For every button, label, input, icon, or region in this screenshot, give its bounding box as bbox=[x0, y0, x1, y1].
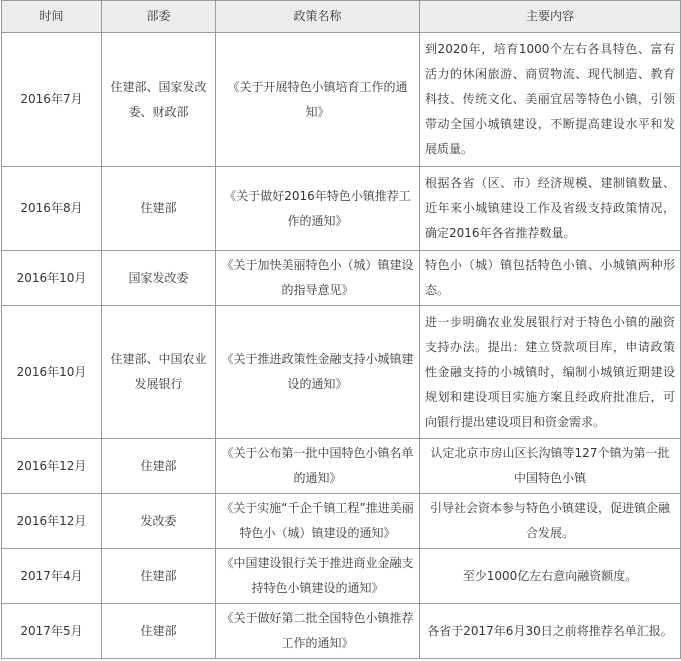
cell-main-content: 认定北京市房山区长沟镇等127个镇为第一批中国特色小镇 bbox=[420, 439, 681, 494]
cell-department: 住建部 bbox=[102, 167, 216, 251]
cell-department: 住建部 bbox=[102, 439, 216, 494]
cell-department: 发改委 bbox=[102, 494, 216, 549]
cell-policy-name: 《关于做好第二批全国特色小镇推荐工作的通知》 bbox=[216, 604, 420, 659]
header-main-content: 主要内容 bbox=[420, 1, 681, 33]
header-department: 部委 bbox=[102, 1, 216, 33]
cell-policy-name: 《关于实施“千企千镇工程”推进美丽特色小（城）镇建设的通知》 bbox=[216, 494, 420, 549]
cell-time: 2017年4月 bbox=[2, 549, 102, 604]
cell-department: 住建部 bbox=[102, 549, 216, 604]
cell-main-content: 各省于2017年6月30日之前将推荐名单汇报。 bbox=[420, 604, 681, 659]
table-row bbox=[2, 306, 681, 439]
table-row bbox=[2, 33, 681, 167]
cell-time: 2016年10月 bbox=[2, 251, 102, 306]
cell-time: 2016年12月 bbox=[2, 439, 102, 494]
cell-policy-name: 《关于公布第一批中国特色小镇名单的通知》 bbox=[216, 439, 420, 494]
cell-policy-name: 《关于推进政策性金融支持小城镇建设的通知》 bbox=[216, 306, 420, 439]
cell-department: 住建部、中国农业发展银行 bbox=[102, 306, 216, 439]
table-row bbox=[2, 251, 681, 306]
policy-table bbox=[1, 0, 681, 659]
cell-time: 2016年10月 bbox=[2, 306, 102, 439]
header-time: 时间 bbox=[2, 1, 102, 33]
cell-time: 2016年8月 bbox=[2, 167, 102, 251]
table-row bbox=[2, 167, 681, 251]
cell-time: 2016年7月 bbox=[2, 33, 102, 167]
table-row bbox=[2, 549, 681, 604]
header-row bbox=[2, 1, 681, 33]
cell-main-content: 特色小（城）镇包括特色小镇、小城镇两种形态。 bbox=[420, 251, 681, 306]
table-row bbox=[2, 439, 681, 494]
cell-department: 住建部 bbox=[102, 604, 216, 659]
cell-main-content: 根据各省（区、市）经济规模、建制镇数量、近年来小城镇建设工作及省级支持政策情况，确定2016年各省推荐数量。 bbox=[420, 167, 681, 251]
cell-policy-name: 《关于加快美丽特色小（城）镇建设的指导意见》 bbox=[216, 251, 420, 306]
cell-main-content: 引导社会资本参与特色小镇建设，促进镇企融合发展。 bbox=[420, 494, 681, 549]
cell-main-content: 至少1000亿左右意向融资额度。 bbox=[420, 549, 681, 604]
cell-main-content: 进一步明确农业发展银行对于特色小镇的融资支持办法。提出：建立贷款项目库，申请政策性金融支持的小城镇时，编制小城镇近期建设规划和建设项目实施方案且经政府批准后，可向银行提出建设项目和资金需求。 bbox=[420, 306, 681, 439]
cell-main-content: 到2020年，培育1000个左右各具特色、富有活力的休闲旅游、商贸物流、现代制造、教育科技、传统文化、美丽宜居等特色小镇，引领带动全国小城镇建设，不断提高建设水平和发展质量。 bbox=[420, 33, 681, 167]
cell-policy-name: 《关于做好2016年特色小镇推荐工作的通知》 bbox=[216, 167, 420, 251]
cell-time: 2017年5月 bbox=[2, 604, 102, 659]
cell-time: 2016年12月 bbox=[2, 494, 102, 549]
table-row bbox=[2, 494, 681, 549]
table-row bbox=[2, 604, 681, 659]
cell-policy-name: 《中国建设银行关于推进商业金融支持特色小镇建设的通知》 bbox=[216, 549, 420, 604]
cell-policy-name: 《关于开展特色小镇培育工作的通知》 bbox=[216, 33, 420, 167]
cell-department: 住建部、国家发改委、财政部 bbox=[102, 33, 216, 167]
cell-department: 国家发改委 bbox=[102, 251, 216, 306]
header-policy-name: 政策名称 bbox=[216, 1, 420, 33]
